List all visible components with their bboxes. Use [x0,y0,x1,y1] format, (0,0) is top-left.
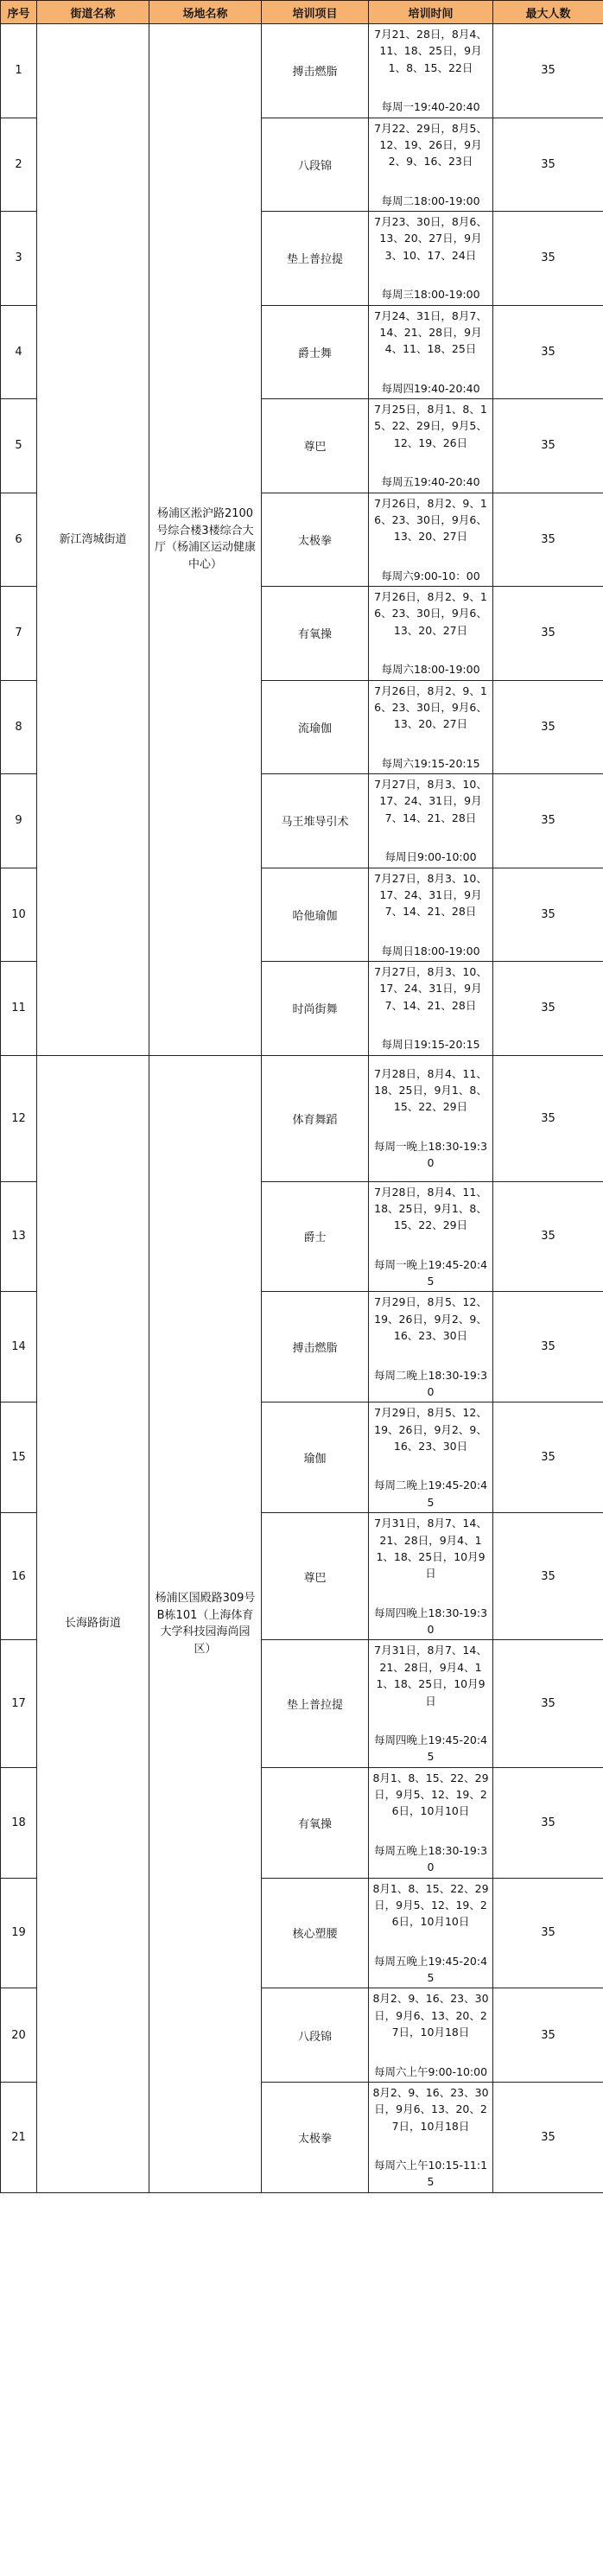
max-participants: 35 [493,399,603,493]
training-weekly-slot: 每周五19:40-20:40 [381,475,480,489]
training-dates: 7月29日，8月5、12、19、26日，9月2、9、16、23、30日 [374,1295,487,1343]
header-venue: 场地名称 [149,1,262,24]
header-row [1,1,603,24]
max-participants: 35 [493,587,603,681]
header-no: 序号 [1,1,37,24]
training-project: 八段锦 [262,1988,369,2083]
max-participants: 35 [493,493,603,587]
training-time [369,118,493,212]
training-project: 垫上普拉提 [262,1640,369,1767]
training-project: 八段锦 [262,118,369,212]
row-number: 14 [1,1292,37,1402]
training-time [369,774,493,868]
training-dates: 7月22、29日，8月5、12、19、26日，9月2、9、16、23日 [374,121,487,169]
training-project: 尊巴 [262,399,369,493]
training-project: 流瑜伽 [262,680,369,774]
training-weekly-slot: 每周六上午9:00-10:00 [373,2064,488,2078]
max-participants: 35 [493,1181,603,1292]
training-time [369,24,493,118]
training-dates: 7月31日，8月7、14、21、28日，9月4、11、18、25日，10月9日 [374,1517,487,1581]
training-project: 太极拳 [262,493,369,587]
max-participants: 35 [493,118,603,212]
row-number: 12 [1,1055,37,1181]
training-weekly-slot: 每周五晚上19:45-20:45 [373,1954,488,1984]
row-number: 20 [1,1988,37,2083]
training-weekly-slot: 每周日18:00-19:00 [381,944,480,957]
row-number: 1 [1,24,37,118]
training-dates: 8月2、9、16、23、30日，9月6、13、20、27日，10月18日 [372,1992,489,2039]
training-time [369,1513,493,1640]
table-body [1,24,603,2193]
row-number: 15 [1,1402,37,1513]
training-weekly-slot: 每周六上午10:15-11:15 [373,2159,488,2189]
training-weekly-slot: 每周日9:00-10:00 [384,850,477,864]
training-dates: 7月27日，8月3、10、17、24、31日，9月7、14、21、28日 [374,778,487,824]
max-participants: 35 [493,1878,603,1988]
max-participants: 35 [493,212,603,306]
training-time [369,1055,493,1181]
training-dates: 7月28日，8月4、11、18、25日，9月1、8、15、22、29日 [374,1066,487,1114]
training-weekly-slot: 每周六18:00-19:00 [381,663,480,677]
row-number: 17 [1,1640,37,1767]
training-weekly-slot: 每周四晚上18:30-19:30 [373,1606,488,1636]
training-weekly-slot: 每周一晚上19:45-20:45 [373,1257,488,1288]
row-number: 7 [1,587,37,681]
training-weekly-slot: 每周一晚上18:30-19:30 [373,1139,488,1170]
table-row [1,1055,603,1181]
training-dates: 8月1、8、15、22、29日，9月5、12、19、26日，10月10日 [372,1771,489,1818]
training-time [369,868,493,962]
training-dates: 7月29日，8月5、12、19、26日，9月2、9、16、23、30日 [374,1406,487,1453]
venue-name: 杨浦区淞沪路2100号综合楼3楼综合大厅（杨浦区运动健康中心） [149,24,262,1056]
max-participants: 35 [493,1055,603,1181]
max-participants: 35 [493,1513,603,1640]
training-project: 尊巴 [262,1513,369,1640]
training-dates: 7月26日，8月2、9、16、23、30日，9月6、13、20、27日 [374,496,487,544]
header-project: 培训项目 [262,1,369,24]
training-project: 时尚街舞 [262,962,369,1056]
training-time [369,1640,493,1767]
training-project: 爵士舞 [262,305,369,399]
training-project: 搏击燃脂 [262,24,369,118]
training-weekly-slot: 每周四晚上19:45-20:45 [373,1733,488,1764]
training-project: 核心塑腰 [262,1878,369,1988]
street-name: 新江湾城街道 [37,24,149,1056]
header-max: 最大人数 [493,1,603,24]
training-weekly-slot: 每周五晚上18:30-19:30 [373,1843,488,1874]
training-dates: 7月27日，8月3、10、17、24、31日，9月7、14、21、28日 [374,965,487,1012]
training-project: 体育舞蹈 [262,1055,369,1181]
training-time [369,1767,493,1878]
training-project: 垫上普拉提 [262,212,369,306]
training-time [369,1402,493,1513]
row-number: 21 [1,2082,37,2192]
row-number: 2 [1,118,37,212]
street-name: 长海路街道 [37,1055,149,2192]
training-dates: 7月21、28日，8月4、11、18、25日，9月1、8、15、22日 [374,28,487,74]
training-project: 马王堆导引术 [262,774,369,868]
training-dates: 7月25日，8月1、8、15、22、29日，9月5、12、19、26日 [374,403,487,449]
training-project: 爵士 [262,1181,369,1292]
training-weekly-slot: 每周六19:15-20:15 [381,756,480,770]
max-participants: 35 [493,1767,603,1878]
training-dates: 7月24、31日，8月7、14、21、28日，9月4、11、18、25日 [374,308,487,356]
training-project: 有氧操 [262,1767,369,1878]
max-participants: 35 [493,1988,603,2083]
max-participants: 35 [493,24,603,118]
training-dates: 7月23、30日，8月6、13、20、27日，9月3、10、17、24日 [374,215,487,262]
training-time [369,1878,493,1988]
training-dates: 8月2、9、16、23、30日，9月6、13、20、27日，10月18日 [372,2085,489,2133]
row-number: 13 [1,1181,37,1292]
row-number: 9 [1,774,37,868]
max-participants: 35 [493,680,603,774]
training-project: 哈他瑜伽 [262,868,369,962]
max-participants: 35 [493,774,603,868]
training-weekly-slot: 每周三18:00-19:00 [381,288,480,302]
training-dates: 7月27日，8月3、10、17、24、31日，9月7、14、21、28日 [374,871,487,919]
training-dates: 7月26日，8月2、9、16、23、30日，9月6、13、20、27日 [374,684,487,731]
max-participants: 35 [493,1402,603,1513]
training-time [369,399,493,493]
venue-name: 杨浦区国殿路309号B栋101（上海体育大学科技园海尚园区） [149,1055,262,2192]
training-project: 太极拳 [262,2082,369,2192]
training-time [369,1181,493,1292]
max-participants: 35 [493,305,603,399]
row-number: 4 [1,305,37,399]
training-dates: 8月1、8、15、22、29日，9月5、12、19、26日，10月10日 [372,1881,489,1929]
max-participants: 35 [493,868,603,962]
row-number: 8 [1,680,37,774]
row-number: 18 [1,1767,37,1878]
training-time [369,212,493,306]
training-time [369,962,493,1056]
row-number: 11 [1,962,37,1056]
training-dates: 7月31日，8月7、14、21、28日，9月4、11、18、25日，10月9日 [374,1644,487,1708]
training-time [369,680,493,774]
training-weekly-slot: 每周二晚上18:30-19:30 [373,1368,488,1398]
training-time [369,1988,493,2083]
row-number: 5 [1,399,37,493]
training-weekly-slot: 每周六9:00-10：00 [381,569,480,582]
max-participants: 35 [493,2082,603,2192]
training-time [369,305,493,399]
training-weekly-slot: 每周一19:40-20:40 [381,100,480,114]
training-time [369,493,493,587]
training-project: 有氧操 [262,587,369,681]
row-number: 3 [1,212,37,306]
training-time [369,2082,493,2192]
row-number: 16 [1,1513,37,1640]
row-number: 19 [1,1878,37,1988]
training-time [369,1292,493,1402]
header-time: 培训时间 [369,1,493,24]
training-weekly-slot: 每周二18:00-19:00 [381,194,480,207]
training-weekly-slot: 每周四19:40-20:40 [381,381,480,395]
training-dates: 7月26日，8月2、9、16、23、30日，9月6、13、20、27日 [374,590,487,637]
training-dates: 7月28日，8月4、11、18、25日，9月1、8、15、22、29日 [374,1185,487,1232]
header-street: 街道名称 [37,1,149,24]
training-project: 瑜伽 [262,1402,369,1513]
training-time [369,587,493,681]
training-project: 搏击燃脂 [262,1292,369,1402]
training-weekly-slot: 每周日19:15-20:15 [381,1038,480,1052]
max-participants: 35 [493,962,603,1056]
training-weekly-slot: 每周二晚上19:45-20:45 [373,1479,488,1509]
max-participants: 35 [493,1292,603,1402]
max-participants: 35 [493,1640,603,1767]
row-number: 6 [1,493,37,587]
row-number: 10 [1,868,37,962]
table-row [1,24,603,118]
